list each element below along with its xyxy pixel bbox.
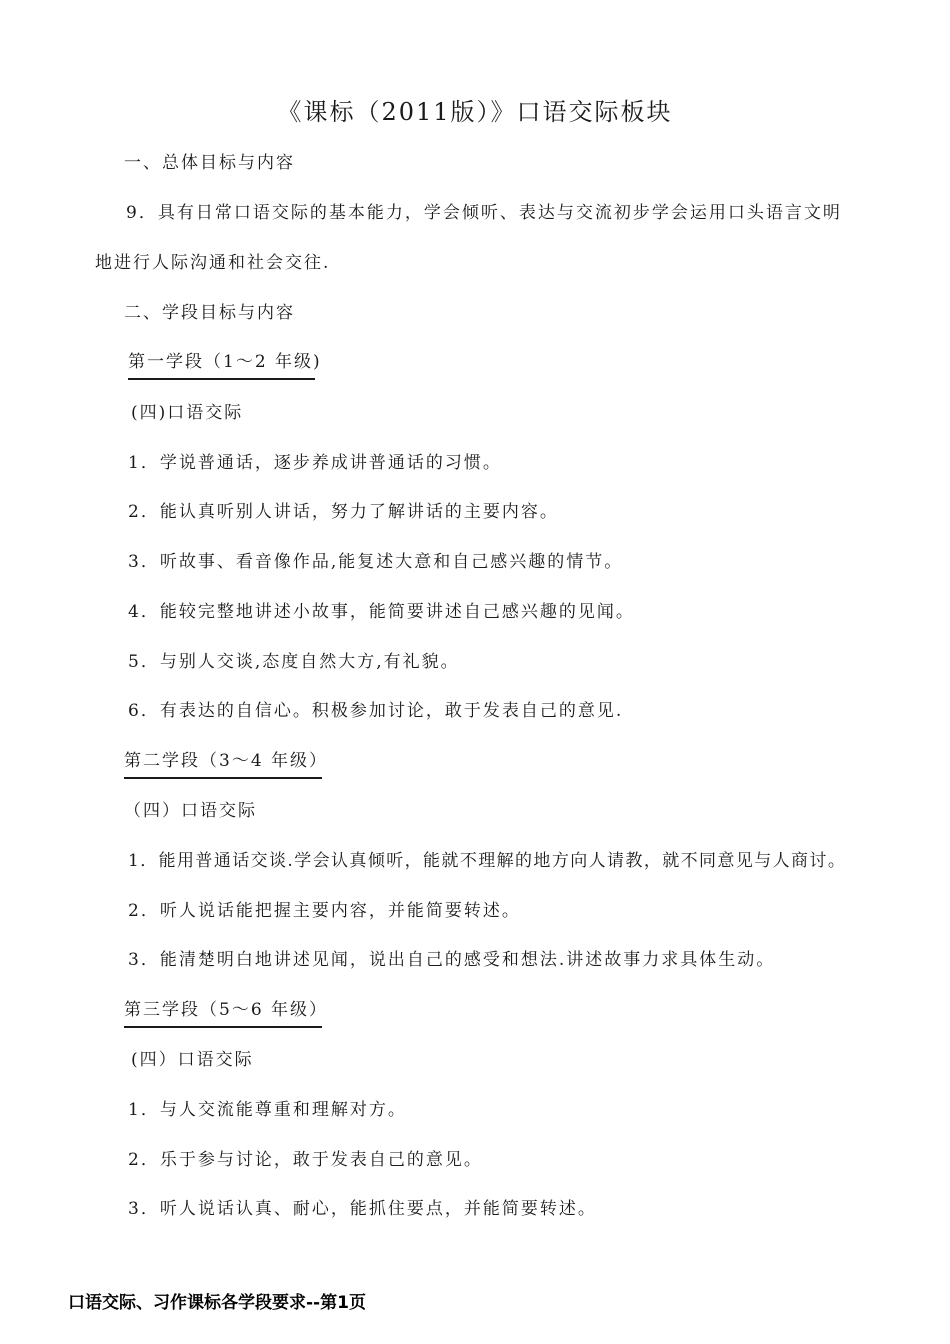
section1-item-line1: 9．具有日常口语交际的基本能力，学会倾听、表达与交流初步学会运用口头语言文明: [126, 203, 842, 223]
stage1-item: 3．听故事、看音像作品,能复述大意和自己感兴趣的情节。: [128, 552, 624, 572]
stage3-label: 第三学段（5～6 年级）: [124, 995, 322, 1028]
stage1-item: 1．学说普通话，逐步养成讲普通话的习惯。: [128, 453, 502, 473]
stage2-label: 第二学段（3～4 年级）: [124, 746, 322, 779]
stage1-item: 5．与别人交谈,态度自然大方,有礼貌。: [128, 652, 460, 672]
stage1-item: 4．能较完整地讲述小故事，能简要讲述自己感兴趣的见闻。: [128, 602, 635, 622]
stage3-item: 2．乐于参与讨论，敢于发表自己的意见。: [128, 1150, 483, 1170]
document-title: 《课标（2011版）》口语交际板块: [277, 98, 673, 126]
stage2-subheading: （四）口语交际: [124, 801, 257, 821]
stage3-subheading: (四）口语交际: [131, 1050, 254, 1070]
stage2-item: 1．能用普通话交谈.学会认真倾听，能就不理解的地方向人请教，就不同意见与人商讨。: [128, 851, 847, 871]
section1-heading: 一、总体目标与内容: [124, 153, 295, 173]
section1-item-line2: 地进行人际沟通和社会交往.: [95, 253, 331, 273]
stage1-item: 6．有表达的自信心。积极参加讨论，敢于发表自己的意见.: [128, 701, 624, 721]
stage3-item: 1．与人交流能尊重和理解对方。: [128, 1100, 407, 1120]
stage1-item: 2．能认真听别人讲话，努力了解讲话的主要内容。: [128, 502, 559, 522]
page-footer: 口语交际、习作课标各学段要求--第1页: [68, 1293, 366, 1313]
stage1-label: 第一学段（1～2 年级): [128, 347, 315, 380]
stage1-subheading: (四)口语交际: [131, 403, 244, 423]
section2-heading: 二、学段目标与内容: [124, 303, 295, 323]
stage2-item: 2．听人说话能把握主要内容，并能简要转述。: [128, 901, 521, 921]
stage3-item: 3．听人说话认真、耐心，能抓住要点，并能简要转述。: [128, 1199, 597, 1219]
stage2-item: 3．能清楚明白地讲述见闻，说出自己的感受和想法.讲述故事力求具体生动。: [128, 950, 776, 970]
